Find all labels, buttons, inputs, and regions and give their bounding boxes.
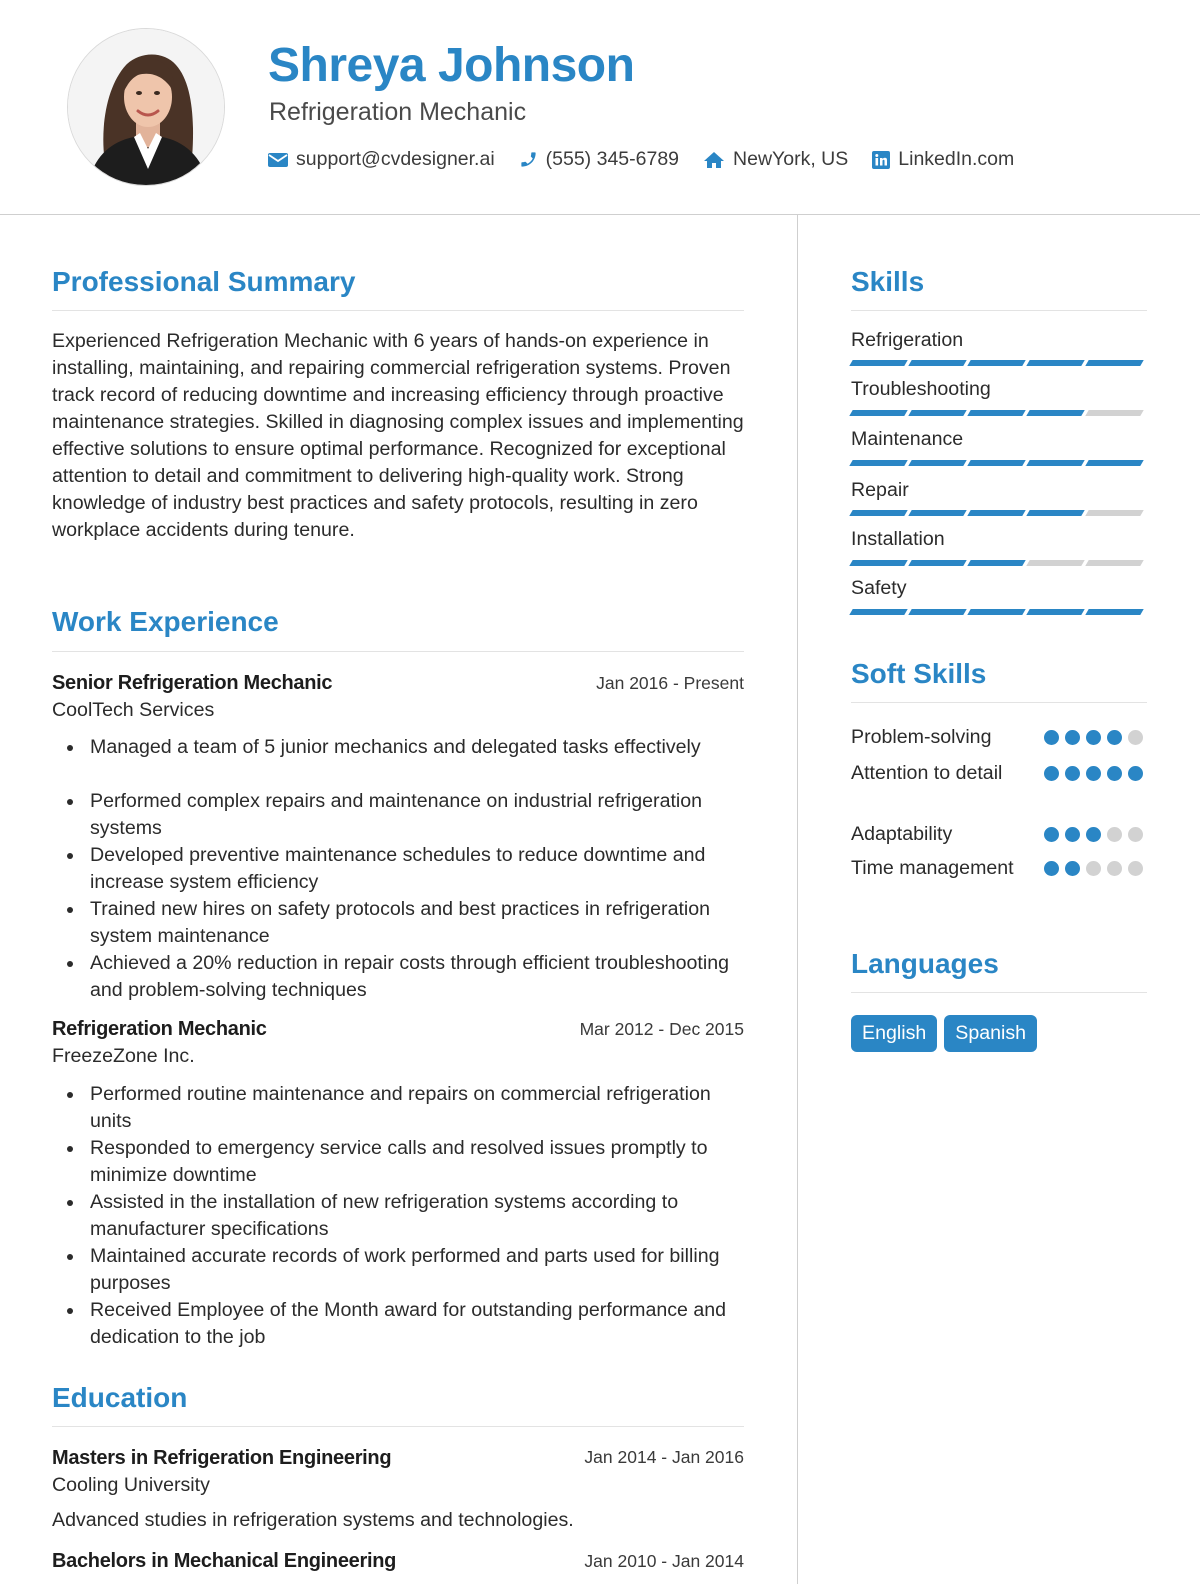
skill-segment-filled xyxy=(849,560,907,566)
languages-heading: Languages xyxy=(851,948,999,979)
skill-segment-filled xyxy=(908,510,966,516)
skill-segment-filled xyxy=(1026,410,1084,416)
rating-dot-filled xyxy=(1107,766,1122,781)
job-bullet: Responded to emergency service calls and resolved issues promptly to minimize downtime xyxy=(52,1135,746,1189)
skill-segment-filled xyxy=(849,510,907,516)
soft-skill-name: Problem-solving xyxy=(851,726,992,748)
soft-skill-rating xyxy=(1044,861,1149,876)
skills-heading: Skills xyxy=(851,266,925,297)
skill-segment-filled xyxy=(1026,609,1084,615)
job-bullet: Performed complex repairs and maintenance on industrial refrigeration systems xyxy=(52,788,746,842)
skill-segment-empty xyxy=(1085,560,1143,566)
job-title: Refrigeration Mechanic xyxy=(52,1018,267,1040)
soft-skill-rating xyxy=(1044,730,1149,745)
skill-name: Repair xyxy=(851,479,909,501)
soft-skill-name: Attention to detail xyxy=(851,762,1003,784)
soft-skills-rule xyxy=(851,702,1147,703)
soft-skills-heading: Soft Skills xyxy=(851,658,987,689)
skill-segment-filled xyxy=(967,510,1025,516)
rating-dot-empty xyxy=(1086,861,1101,876)
skill-segment-filled xyxy=(967,560,1025,566)
degree-dates: Jan 2014 - Jan 2016 xyxy=(584,1447,744,1467)
rating-dot-filled xyxy=(1044,766,1059,781)
experience-heading: Work Experience xyxy=(52,606,279,637)
degree-title: Masters in Refrigeration Engineering xyxy=(52,1447,392,1469)
language-tag: English xyxy=(851,1015,937,1052)
job-bullet: Achieved a 20% reduction in repair costs through efficient troubleshooting and problem-solving techniques xyxy=(52,950,746,1004)
job-bullet: Performed routine maintenance and repairs on commercial refrigeration units xyxy=(52,1081,746,1135)
contact-location[interactable] xyxy=(703,148,848,171)
skill-level-bar xyxy=(851,460,1146,466)
skill-segment-empty xyxy=(1085,410,1143,416)
job-bullet: Developed preventive maintenance schedules to reduce downtime and increase system efficiency xyxy=(52,842,746,896)
rating-dot-filled xyxy=(1065,730,1080,745)
education-heading: Education xyxy=(52,1382,188,1413)
rating-dot-filled xyxy=(1128,766,1143,781)
contact-email-text: support@cvdesigner.ai xyxy=(296,148,495,170)
skill-name: Maintenance xyxy=(851,428,964,450)
skill-segment-filled xyxy=(967,410,1025,416)
language-tags xyxy=(851,1015,1044,1052)
profile-photo-illustration xyxy=(68,29,225,186)
contact-email[interactable] xyxy=(268,148,495,171)
skills-rule xyxy=(851,310,1147,311)
rating-dot-filled xyxy=(1086,730,1101,745)
job-dates: Mar 2012 - Dec 2015 xyxy=(579,1019,744,1039)
candidate-title: Refrigeration Mechanic xyxy=(269,98,527,126)
summary-text: Experienced Refrigeration Mechanic with 6 years of hands-on experience in installing, maintaining, and repairing commercial refrigeration systems. Proven track record of reducing downtime and increasing efficiency through proactive maintenance strategies. Skilled in diagnosing complex issues and implementing effective solutions to ensure optimal performance. Recognized for exceptional attention to detail and commitment to delivering high-quality work. Strong knowledge of industry best practices and safety protocols, resulting in zero workplace accidents during tenure. xyxy=(52,330,744,541)
language-tag: Spanish xyxy=(944,1015,1037,1052)
column-divider xyxy=(797,215,798,1584)
skill-segment-filled xyxy=(967,609,1025,615)
rating-dot-empty xyxy=(1107,827,1122,842)
job-bullets xyxy=(52,734,746,1004)
profile-photo xyxy=(67,28,225,186)
education-rule xyxy=(52,1426,744,1427)
soft-skill-name: Adaptability xyxy=(851,823,953,845)
skill-segment-filled xyxy=(1026,510,1084,516)
summary-rule xyxy=(52,310,744,311)
rating-dot-empty xyxy=(1128,827,1143,842)
contact-bar xyxy=(268,148,1038,171)
home-icon xyxy=(703,151,725,169)
job-title: Senior Refrigeration Mechanic xyxy=(52,672,333,694)
degree-title: Bachelors in Mechanical Engineering xyxy=(52,1550,397,1572)
job-bullet: Assisted in the installation of new refrigeration systems according to manufacturer specifications xyxy=(52,1189,746,1243)
contact-location-text: NewYork, US xyxy=(733,148,849,170)
contact-linkedin-text: LinkedIn.com xyxy=(898,148,1015,170)
phone-icon xyxy=(519,150,538,169)
job-bullet: Maintained accurate records of work performed and parts used for billing purposes xyxy=(52,1243,746,1297)
skill-level-bar xyxy=(851,410,1146,416)
skill-segment-empty xyxy=(1026,560,1084,566)
skill-segment-filled xyxy=(849,609,907,615)
soft-skill-name: Time management xyxy=(851,857,1014,879)
skill-level-bar xyxy=(851,560,1146,566)
skill-segment-filled xyxy=(849,410,907,416)
job-bullet: Managed a team of 5 junior mechanics and delegated tasks effectively xyxy=(52,734,746,761)
degree-dates: Jan 2010 - Jan 2014 xyxy=(584,1551,744,1571)
skill-name: Troubleshooting xyxy=(851,378,991,400)
school-name: Cooling University xyxy=(52,1474,210,1496)
envelope-icon xyxy=(268,152,288,168)
skill-name: Installation xyxy=(851,528,945,550)
rating-dot-filled xyxy=(1044,827,1059,842)
skill-segment-filled xyxy=(1026,460,1084,466)
skill-segment-filled xyxy=(967,360,1025,366)
skill-segment-filled xyxy=(908,609,966,615)
skill-segment-filled xyxy=(908,560,966,566)
rating-dot-filled xyxy=(1065,766,1080,781)
skill-segment-filled xyxy=(849,360,907,366)
linkedin-icon xyxy=(872,151,890,169)
soft-skill-rating xyxy=(1044,766,1149,781)
rating-dot-filled xyxy=(1107,730,1122,745)
contact-phone[interactable] xyxy=(519,148,679,171)
rating-dot-filled xyxy=(1086,827,1101,842)
job-bullet: Received Employee of the Month award for outstanding performance and dedication to the job xyxy=(52,1297,746,1351)
skill-segment-filled xyxy=(908,460,966,466)
job-dates: Jan 2016 - Present xyxy=(596,673,744,693)
summary-heading: Professional Summary xyxy=(52,266,356,297)
skill-segment-filled xyxy=(908,410,966,416)
job-company: FreezeZone Inc. xyxy=(52,1045,195,1067)
skill-segment-filled xyxy=(849,460,907,466)
languages-rule xyxy=(851,992,1147,993)
skill-segment-filled xyxy=(967,460,1025,466)
rating-dot-empty xyxy=(1128,730,1143,745)
rating-dot-filled xyxy=(1044,861,1059,876)
resume-header xyxy=(0,0,1200,215)
candidate-name: Shreya Johnson xyxy=(268,39,635,92)
skill-name: Refrigeration xyxy=(851,329,964,351)
skill-level-bar xyxy=(851,609,1146,615)
rating-dot-filled xyxy=(1065,827,1080,842)
skill-segment-filled xyxy=(1085,460,1143,466)
rating-dot-filled xyxy=(1065,861,1080,876)
experience-rule xyxy=(52,651,744,652)
skill-segment-empty xyxy=(1085,510,1143,516)
job-bullet: Trained new hires on safety protocols and best practices in refrigeration system maintenance xyxy=(52,896,746,950)
skill-name: Safety xyxy=(851,577,907,599)
soft-skill-rating xyxy=(1044,827,1149,842)
rating-dot-empty xyxy=(1107,861,1122,876)
rating-dot-filled xyxy=(1086,766,1101,781)
job-bullets xyxy=(52,1081,746,1351)
skill-segment-filled xyxy=(908,360,966,366)
rating-dot-empty xyxy=(1128,861,1143,876)
degree-description: Advanced studies in refrigeration systems and technologies. xyxy=(52,1509,574,1531)
job-company: CoolTech Services xyxy=(52,699,215,721)
contact-linkedin[interactable] xyxy=(872,148,1014,171)
contact-phone-text: (555) 345-6789 xyxy=(545,148,680,170)
skill-level-bar xyxy=(851,360,1146,366)
skill-segment-filled xyxy=(1026,360,1084,366)
rating-dot-filled xyxy=(1044,730,1059,745)
skill-segment-filled xyxy=(1085,360,1143,366)
skill-level-bar xyxy=(851,510,1146,516)
skill-segment-filled xyxy=(1085,609,1143,615)
